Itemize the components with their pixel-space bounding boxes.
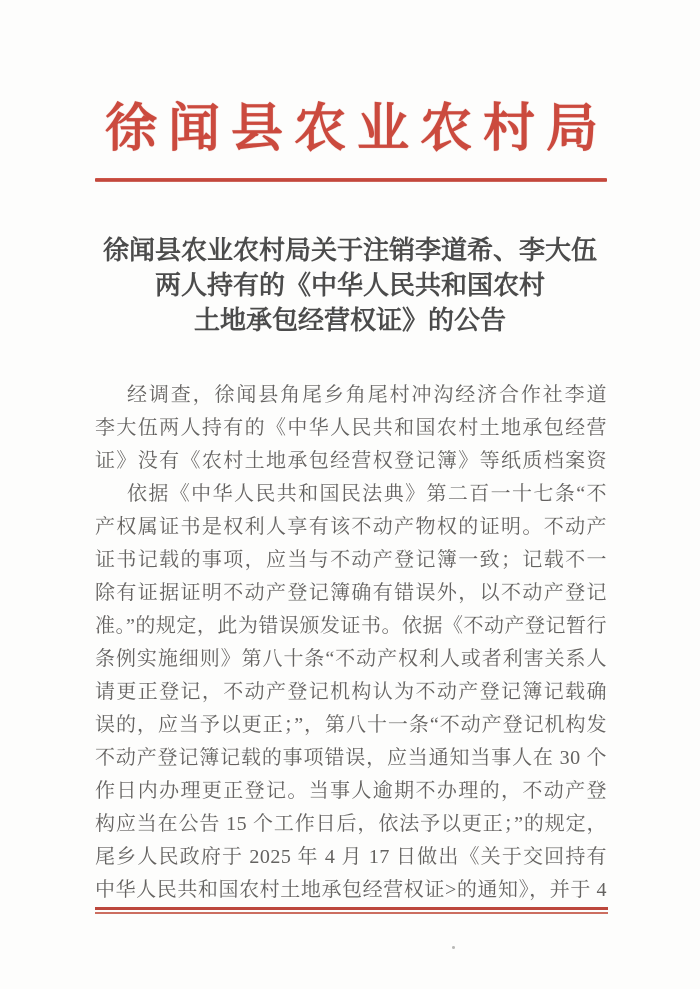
footer-divider xyxy=(95,907,608,914)
body-line: 条例实施细则》第八十条“不动产权利人或者利害关系人 xyxy=(95,648,607,670)
notice-title-line: 徐闻县农业农村局关于注销李道希、李大伍 xyxy=(102,235,597,265)
letterhead-divider xyxy=(95,178,607,182)
body-line: 李大伍两人持有的《中华人民共和国农村土地承包经营 xyxy=(95,417,607,439)
body-line: 准。”的规定，此为错误颁发证书。依据《不动产登记暂行 xyxy=(95,615,607,637)
body-line: 请更正登记，不动产登记机构认为不动产登记簿记载确 xyxy=(95,681,607,703)
body-line: 证》没有《农村土地承包经营权登记簿》等纸质档案资 xyxy=(95,450,607,472)
body-line: 产权属证书是权利人享有该不动产物权的证明。不动产 xyxy=(95,516,607,538)
scan-speck xyxy=(452,946,455,949)
body-line: 除有证据证明不动产登记簿确有错误外，以不动产登记 xyxy=(95,582,607,604)
body-line: 作日内办理更正登记。当事人逾期不办理的，不动产登 xyxy=(95,780,607,802)
body-line: 不动产登记簿记载的事项错误，应当通知当事人在 30 个 xyxy=(95,747,607,769)
body-line: 中华人民共和国农村土地承包经营权证>的通知》，并于 4 xyxy=(95,879,607,901)
body-line: 经调查，徐闻县角尾乡角尾村冲沟经济合作社李道 xyxy=(127,384,607,406)
body-line: 证书记载的事项，应当与不动产登记簿一致；记载不一 xyxy=(95,549,607,571)
notice-body xyxy=(95,379,607,907)
notice-title xyxy=(94,233,606,338)
body-line: 依据《中华人民共和国民法典》第二百一十七条“不 xyxy=(127,483,607,505)
notice-title-line: 土地承包经营权证》的公告 xyxy=(193,305,506,335)
notice-title-line: 两人持有的《中华人民共和国农村 xyxy=(154,270,545,300)
body-line: 构应当在公告 15 个工作日后，依法予以更正；”的规定， xyxy=(95,813,607,835)
letterhead-title: 徐闻县农业农村局 xyxy=(105,101,610,158)
body-line: 尾乡人民政府于 2025 年 4 月 17 日做出《关于交回持有 xyxy=(95,846,607,868)
body-line: 误的，应当予以更正；”，第八十一条“不动产登记机构发 xyxy=(95,714,607,736)
